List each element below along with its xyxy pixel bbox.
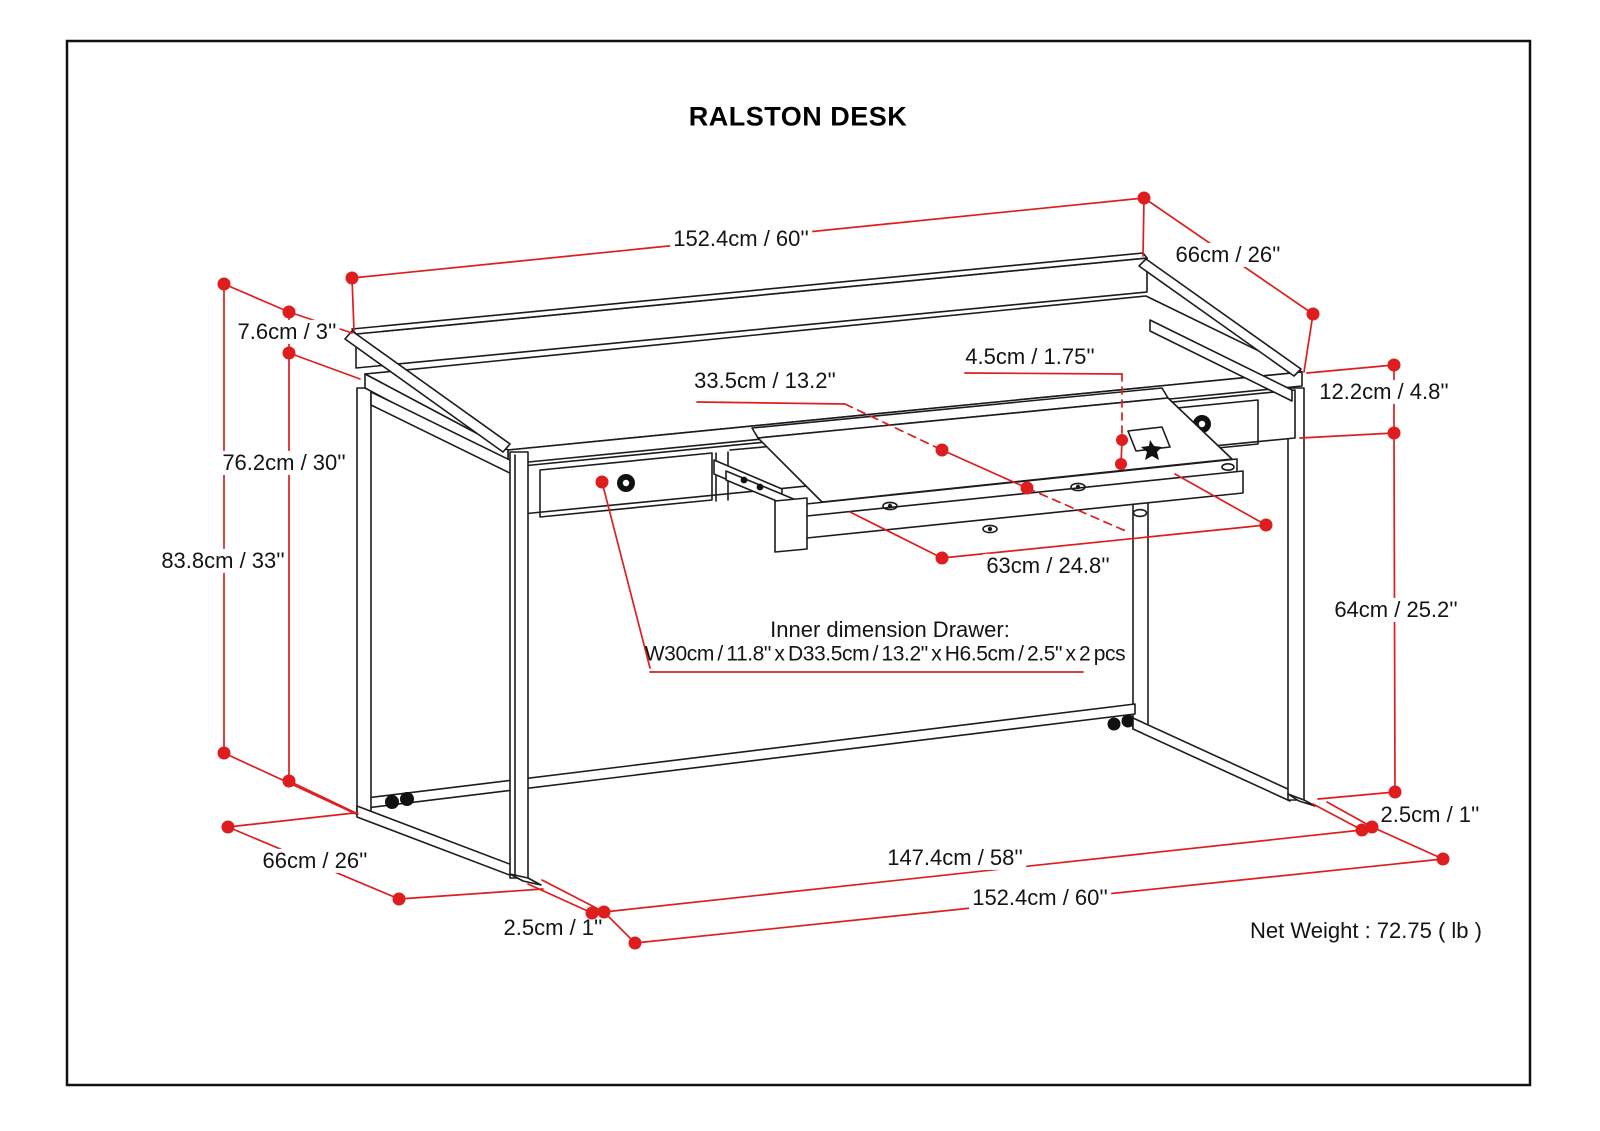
dim-leg-left-label: 2.5cm / 1'' — [503, 914, 603, 940]
dim-top-depth-label: 66cm / 26'' — [1172, 243, 1283, 267]
dim-inner-width-label: 147.4cm / 58'' — [884, 846, 1026, 870]
dim-top-width-label: 152.4cm / 60'' — [670, 227, 812, 251]
desk-structure — [345, 253, 1315, 885]
dim-total-height-label: 83.8cm / 33'' — [158, 549, 287, 573]
dim-rail-height-label: 7.6cm / 3'' — [235, 320, 340, 344]
dim-apron-height-label: 12.2cm / 4.8'' — [1316, 380, 1451, 404]
dim-tray-width-label: 63cm / 24.8'' — [983, 554, 1112, 578]
dim-floor-depth-label: 66cm / 26'' — [259, 849, 370, 873]
page-title: RALSTON DESK — [688, 101, 908, 132]
front-left-leg — [510, 452, 528, 878]
dim-desk-height-label: 76.2cm / 30'' — [219, 451, 348, 475]
dim-tray-front-label: 4.5cm / 1.75'' — [965, 343, 1095, 369]
back-stretcher — [366, 704, 1135, 808]
net-weight-note: Net Weight : 72.75 ( lb ) — [1250, 917, 1482, 943]
dim-tray-depth-label: 33.5cm / 13.2'' — [694, 367, 836, 393]
dim-floor-width-label: 152.4cm / 60'' — [969, 886, 1111, 910]
right-side-rail — [1133, 718, 1290, 801]
dim-leg-right-label: 2.5cm / 1'' — [1380, 801, 1480, 827]
front-right-leg — [1288, 388, 1304, 800]
back-left-leg — [357, 388, 371, 816]
tray-left-foot — [775, 498, 807, 552]
left-side-rail — [357, 806, 520, 879]
leveler-feet — [385, 715, 1135, 810]
inner-drawer-title: Inner dimension Drawer: — [770, 616, 1010, 642]
inner-drawer-specs: W30cm / 11.8" x D33.5cm / 13.2" x H6.5cm / 2.5" x 2 pcs — [644, 642, 1126, 666]
dim-clearance-label: 64cm / 25.2'' — [1331, 598, 1460, 622]
